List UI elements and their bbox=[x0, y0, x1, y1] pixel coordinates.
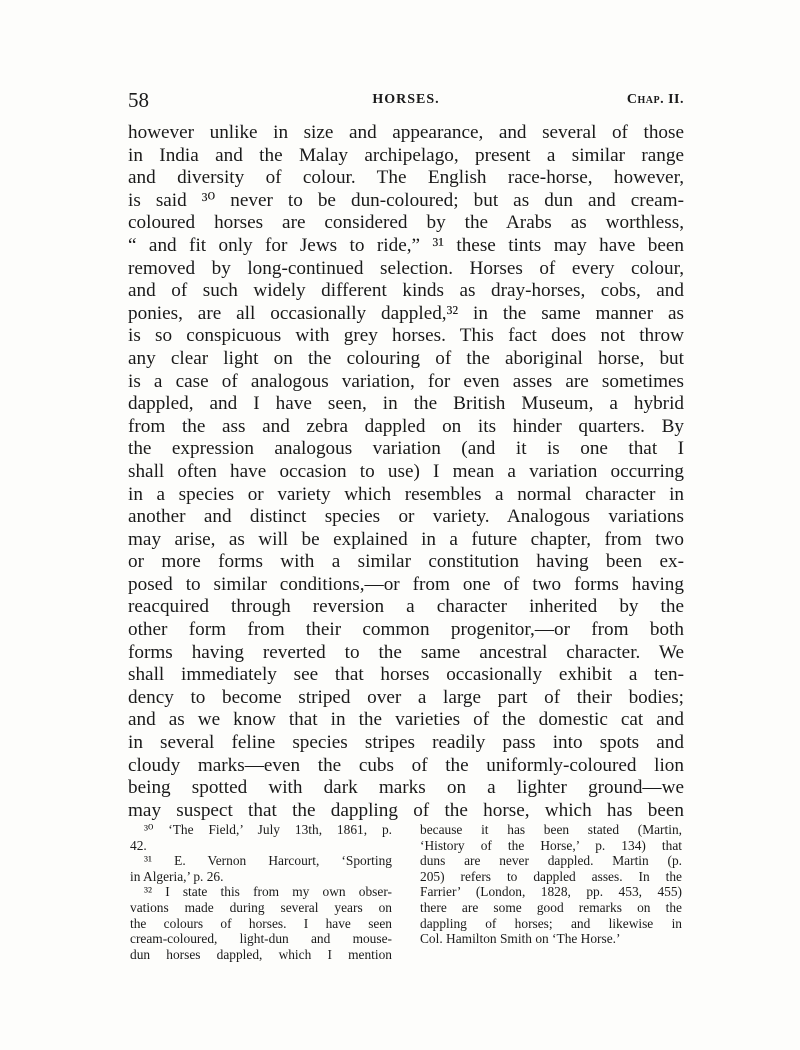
footnote-line: Farrier’ (London, 1828, pp. 453, 455) bbox=[420, 884, 682, 900]
body-line: reacquired through reversion a character inherited by the bbox=[128, 596, 684, 618]
chapter-label: Chap. II. bbox=[626, 92, 684, 107]
body-line: coloured horses are considered by the Arabs as worthless, bbox=[128, 212, 684, 234]
body-line: and of such widely different kinds as dray-horses, cobs, and bbox=[128, 280, 684, 302]
footnote-line: in Algeria,’ p. 26. bbox=[130, 868, 224, 884]
body-line: any clear light on the colouring of the aboriginal horse, but bbox=[128, 347, 684, 369]
footnote-line: 205) refers to dappled asses. In the bbox=[420, 868, 682, 884]
body-line: or more forms with a similar constitution having been ex- bbox=[128, 551, 684, 573]
body-line: is so conspicuous with grey horses. This fact does not throw bbox=[128, 325, 684, 347]
body-line: dency to become striped over a large part of their bodies; bbox=[128, 686, 684, 708]
footnote-line: dun horses dappled, which I mention bbox=[130, 946, 392, 962]
footnotes-left-column bbox=[130, 822, 392, 962]
body-text bbox=[128, 122, 684, 822]
body-line: dappled, and I have seen, in the British Museum, a hybrid bbox=[128, 393, 684, 415]
footnote-line: dappling of horses; and likewise in bbox=[420, 915, 682, 931]
running-title: HORSES. bbox=[372, 92, 440, 107]
footnote-line: the colours of horses. I have seen bbox=[130, 915, 392, 931]
body-line: ponies, are all occasionally dappled,³² in the same manner as bbox=[128, 302, 684, 324]
body-line: from the ass and zebra dappled on its hinder quarters. By bbox=[128, 415, 684, 437]
body-line: in a species or variety which resembles a normal character in bbox=[128, 483, 684, 505]
footnote-line: vations made during several years on bbox=[130, 899, 392, 915]
body-line: is said ³⁰ never to be dun-coloured; but as dun and cream- bbox=[128, 189, 684, 211]
body-line: being spotted with dark marks on a lighter ground—we bbox=[128, 777, 684, 799]
footnotes-right-column bbox=[420, 822, 682, 962]
body-line: cloudy marks—even the cubs of the uniformly-coloured lion bbox=[128, 754, 684, 776]
body-line: shall immediately see that horses occasionally exhibit a ten- bbox=[128, 664, 684, 686]
body-line: however unlike in size and appearance, and several of those bbox=[128, 122, 684, 143]
page-number: 58 bbox=[128, 88, 149, 112]
body-line: other form from their common progenitor,—or from both bbox=[128, 619, 684, 641]
footnote-line: because it has been stated (Martin, bbox=[420, 822, 682, 837]
body-line: may arise, as will be explained in a future chapter, from two bbox=[128, 528, 684, 550]
body-line: in several feline species stripes readily pass into spots and bbox=[128, 732, 684, 754]
body-line: another and distinct species or variety. Analogous variations bbox=[128, 506, 684, 528]
footnote-line: ³² I state this from my own obser- bbox=[144, 884, 392, 900]
body-line: removed by long-continued selection. Horses of every colour, bbox=[128, 257, 684, 279]
footnote-line: there are some good remarks on the bbox=[420, 899, 682, 915]
page-header bbox=[128, 88, 684, 118]
footnote-line: ³⁰ ‘The Field,’ July 13th, 1861, p. bbox=[144, 822, 392, 837]
footnote-line: ‘History of the Horse,’ p. 134) that bbox=[420, 837, 682, 853]
body-line: is a case of analogous variation, for even asses are sometimes bbox=[128, 370, 684, 392]
body-line: may suspect that the dappling of the horse, which has been bbox=[128, 799, 684, 821]
body-line: and as we know that in the varieties of the domestic cat and bbox=[128, 709, 684, 731]
footnote-line: duns are never dappled. Martin (p. bbox=[420, 853, 682, 869]
footnote-line: cream-coloured, light-dun and mouse- bbox=[130, 931, 392, 947]
footnote-line: ³¹ E. Vernon Harcourt, ‘Sporting bbox=[144, 853, 392, 869]
body-line: and diversity of colour. The English race-horse, however, bbox=[128, 167, 684, 189]
body-line: shall often have occasion to use) I mean a variation occurring bbox=[128, 460, 684, 482]
footnote-line: 42. bbox=[130, 837, 147, 853]
footnotes bbox=[130, 822, 682, 962]
body-line: posed to similar conditions,—or from one of two forms having bbox=[128, 573, 684, 595]
body-line: the expression analogous variation (and it is one that I bbox=[128, 438, 684, 460]
body-line: forms having reverted to the same ancestral character. We bbox=[128, 641, 684, 663]
footnote-line: Col. Hamilton Smith on ‘The Horse.’ bbox=[420, 931, 621, 947]
body-line: in India and the Malay archipelago, present a similar range bbox=[128, 144, 684, 166]
body-line: “ and fit only for Jews to ride,” ³¹ these tints may have been bbox=[128, 234, 684, 256]
